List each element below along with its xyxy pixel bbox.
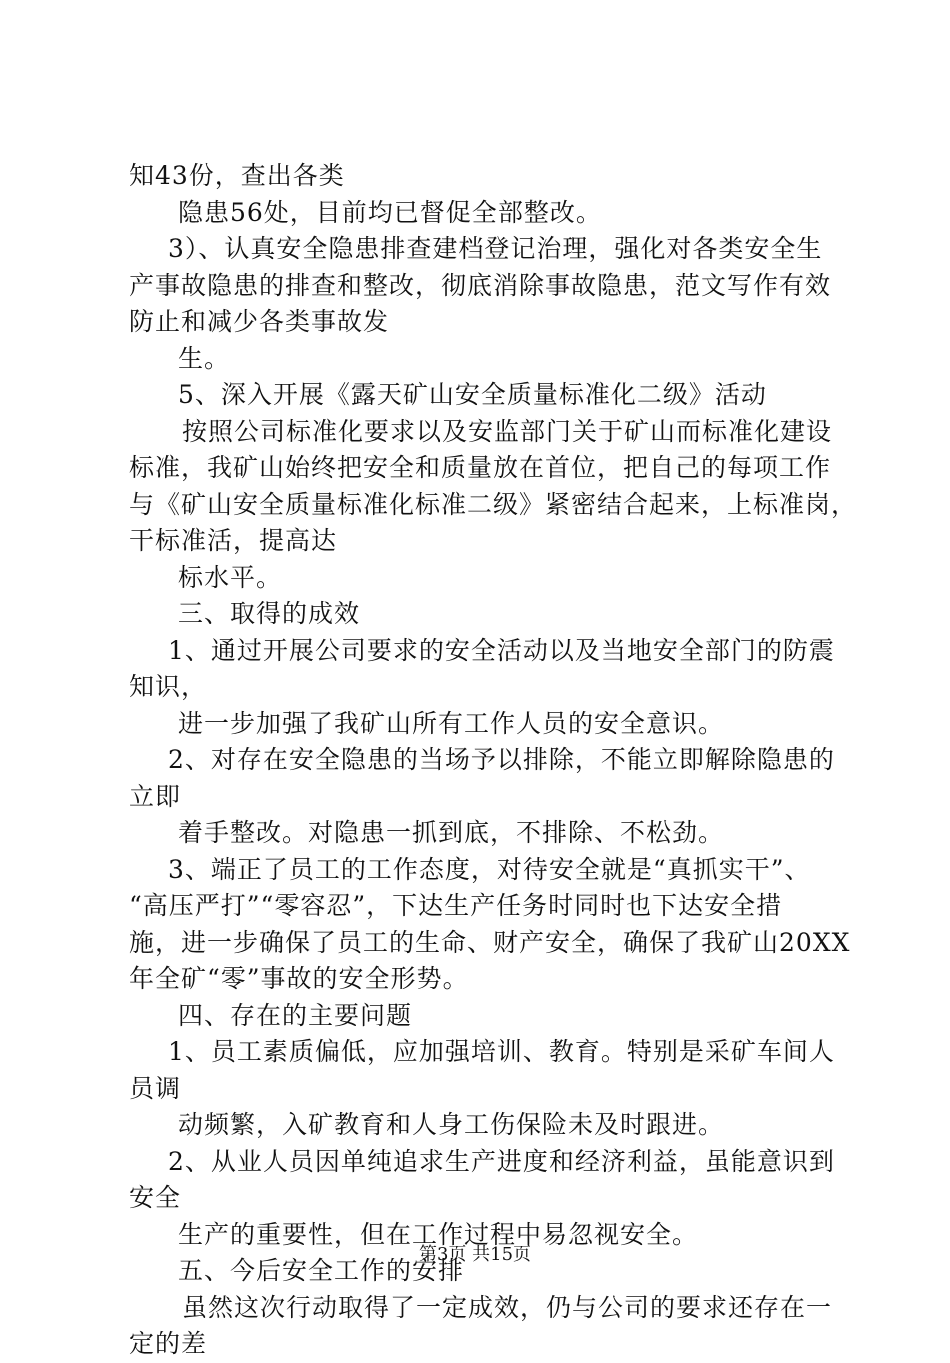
body-line: 知43份，查出各类 bbox=[129, 161, 345, 190]
body-line: 1、员工素质偏低，应加强培训、教育。特别是采矿车间人 bbox=[168, 1037, 835, 1066]
body-line: 年全矿“零”事故的安全形势。 bbox=[129, 964, 469, 993]
page-number-footer: 第3页 共15页 bbox=[418, 1244, 532, 1265]
section-heading: 四、存在的主要问题 bbox=[178, 1000, 413, 1030]
body-line: 3）、认真安全隐患排查建档登记治理，强化对各类安全生 bbox=[168, 234, 823, 263]
body-line: 3、端正了员工的工作态度，对待安全就是“真抓实干”、 bbox=[168, 854, 811, 884]
body-line: 立即 bbox=[129, 781, 182, 811]
document-body bbox=[129, 158, 858, 1363]
body-line: 员调 bbox=[129, 1073, 182, 1103]
body-line: 虽然这次行动取得了一定成效，仍与公司的要求还存在一 bbox=[182, 1292, 833, 1322]
body-line: “高压严打”“零容忍”，下达生产任务时同时也下达安全措 bbox=[129, 891, 783, 920]
body-line: 干标准活，提高达 bbox=[129, 526, 338, 555]
section-heading: 五、今后安全工作的安排 bbox=[178, 1256, 465, 1285]
body-line: 隐患56处，目前均已督促全部整改。 bbox=[178, 197, 602, 227]
body-line: 产事故隐患的排查和整改，彻底消除事故隐患，范文写作有效 bbox=[129, 270, 832, 300]
body-line: 1、通过开展公司要求的安全活动以及当地安全部门的防震 bbox=[168, 635, 835, 665]
body-line: 防止和减少各类事故发 bbox=[129, 307, 390, 336]
body-line: 标水平。 bbox=[178, 562, 283, 592]
body-line: 5、深入开展《露天矿山安全质量标准化二级》活动 bbox=[178, 380, 767, 409]
body-line: 与《矿山安全质量标准化标准二级》紧密结合起来，上标准岗， bbox=[129, 489, 858, 519]
body-line: 安全 bbox=[129, 1183, 182, 1212]
body-line: 定的差 bbox=[129, 1329, 208, 1358]
body-line: 标准，我矿山始终把安全和质量放在首位，把自己的每项工作 bbox=[129, 453, 832, 482]
body-line: 生产的重要性，但在工作过程中易忽视安全。 bbox=[178, 1219, 699, 1249]
body-line: 知识， bbox=[129, 672, 208, 701]
section-heading: 三、取得的成效 bbox=[178, 599, 361, 628]
body-line: 进一步加强了我矿山所有工作人员的安全意识。 bbox=[178, 708, 725, 738]
body-line: 按照公司标准化要求以及安监部门关于矿山而标准化建设 bbox=[182, 416, 833, 446]
body-line: 生。 bbox=[178, 343, 231, 373]
body-line: 2、对存在安全隐患的当场予以排除，不能立即解除隐患的 bbox=[168, 745, 835, 774]
body-line: 2、从业人员因单纯追求生产进度和经济利益，虽能意识到 bbox=[168, 1146, 835, 1176]
body-line: 施，进一步确保了员工的生命、财产安全，确保了我矿山20XX bbox=[129, 927, 851, 957]
body-line: 动频繁，入矿教育和人身工伤保险未及时跟进。 bbox=[178, 1110, 725, 1139]
body-line: 着手整改。对隐患一抓到底，不排除、不松劲。 bbox=[178, 818, 725, 847]
